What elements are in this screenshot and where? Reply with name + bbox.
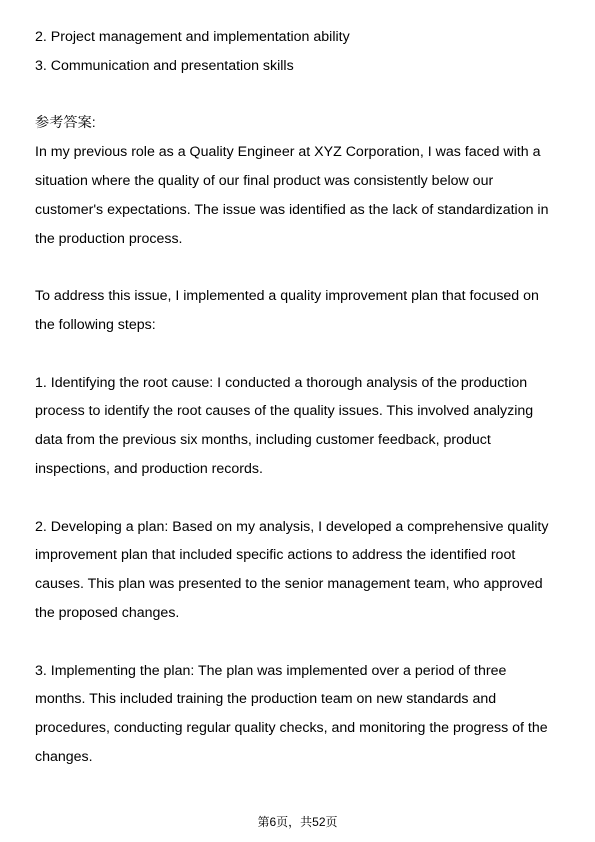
paragraph-line: situation where the quality of our final product was consistently below our: [35, 172, 494, 189]
paragraph-line: the following steps:: [35, 316, 156, 333]
spacer: [35, 484, 565, 513]
paragraph-line: In my previous role as a Quality Engineer at XYZ Corporation, I was faced with a: [35, 144, 541, 161]
paragraph-line: data from the previous six months, including customer feedback, product: [35, 432, 491, 449]
spacer: [35, 253, 565, 282]
paragraph-line: 2. Developing a plan: Based on my analysis, I developed a comprehensive quality: [35, 518, 549, 535]
paragraph-line: changes.: [35, 748, 93, 765]
paragraph-line: 3. Implementing the plan: The plan was implemented over a period of three: [35, 662, 507, 679]
list-item: 2. Project management and implementation ability: [35, 29, 350, 45]
paragraph-line: improvement plan that included specific actions to address the identified root: [35, 547, 516, 564]
spacer: [35, 81, 565, 110]
list-item: 3. Communication and presentation skills: [35, 57, 294, 74]
paragraph-line: procedures, conducting regular quality checks, and monitoring the progress of the: [35, 720, 548, 737]
answer-heading: 参考答案:: [35, 115, 96, 132]
document-body: [35, 23, 565, 772]
paragraph-line: months. This included training the production team on new standards and: [35, 691, 497, 708]
paragraph-line: customer's expectations. The issue was identified as the lack of standardization in: [35, 201, 549, 218]
paragraph-line: process to identify the root causes of the quality issues. This involved analyzing: [35, 403, 534, 420]
spacer: [35, 340, 565, 369]
paragraph-line: the production process.: [35, 230, 183, 247]
page-number: 第6页，共52页: [257, 815, 338, 829]
paragraph-line: the proposed changes.: [35, 604, 180, 621]
paragraph-line: inspections, and production records.: [35, 460, 263, 477]
spacer: [35, 628, 565, 657]
paragraph-line: causes. This plan was presented to the senior management team, who approved: [35, 576, 543, 593]
paragraph-line: To address this issue, I implemented a quality improvement plan that focused on: [35, 288, 539, 305]
paragraph-line: 1. Identifying the root cause: I conducted a thorough analysis of the production: [35, 374, 528, 391]
